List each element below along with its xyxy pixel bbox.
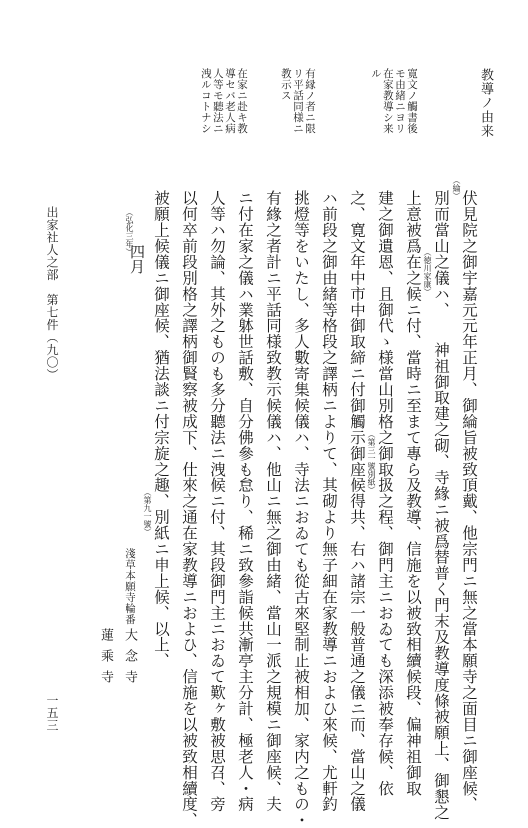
margin-note-line: モ由緒ニヨリ <box>393 68 406 134</box>
margin-note-3 <box>200 68 248 134</box>
page-header-title: 教導ノ由来 <box>478 68 493 138</box>
margin-note-line: リ平話同様ニ <box>291 68 304 134</box>
annotation-no-91: （第九一號） <box>143 488 152 536</box>
body-line-10: 人等ハ勿論、其外之ものも多分聽法ニ洩候ニ付、其段御門主ニおゐて歎ヶ敷被思召、旁 <box>208 190 226 813</box>
margin-note-line: 在家教導シ来 <box>381 68 394 134</box>
annotation-rinji: （綸） <box>452 176 461 200</box>
body-line-11: 以何卒前段別格之譯柄御賢察被成下、仕來之通在家教導ニおよひ、信施を以被致相續度、 <box>180 190 198 828</box>
body-line-3: 上意被爲在之候ニ付、當時ニ至まて專ら及教導、信施を以被致相續候段、偏神祖御取 <box>404 190 422 797</box>
date-era: （弘化三年） <box>125 208 134 256</box>
margin-note-2 <box>280 68 316 134</box>
annotation-appendix-31: （第三一號別紙） <box>367 430 376 494</box>
annotation-tokugawa: （徳川家康） <box>423 248 432 296</box>
margin-note-1 <box>370 68 418 134</box>
signatory-name-1: 大念寺 <box>122 628 137 691</box>
body-line-2: 別而當山之儀ハ、 神祖御取建之砌、寺緣ニ被爲替普く門末及教導度條被願上、御懇之 <box>432 190 450 821</box>
margin-note-line: 寛文ノ觸書後 <box>406 68 418 134</box>
body-line-7: 挑燈等をいたし、多人數寄集候儀ハ、寺法ニおゐても從古來堅制止被相加、家内之もの・ <box>292 190 310 828</box>
margin-note-line: 人等モ聽法ニ <box>211 68 224 134</box>
margin-note-line: 洩ルコトナシ <box>199 68 212 134</box>
body-line-5: 之、寛文年中市中御取締ニ付御觸示御座候得共、右ハ諸宗一般普通之儀ニ而、當山之儀 <box>348 190 366 813</box>
margin-note-line: 導セバ老人病 <box>223 68 236 134</box>
signatory-name-2: 蓮乘寺 <box>98 628 113 691</box>
margin-note-line: ル <box>369 68 382 79</box>
signatory-office: 淺草本願寺輪番 <box>124 548 136 625</box>
margin-note-line: 教示ス <box>279 68 292 101</box>
body-line-1: 伏見院之御宇嘉元元年正月、御綸旨被致頂戴、他宗門ニ無之當本願寺之面目ニ御座候、 <box>460 190 478 813</box>
margin-note-line: 在家ニ赴キ教 <box>236 68 248 134</box>
body-line-9: ニ付在家之儀ハ業躰世話敷、自分佛參も怠り、稀ニ致參詣候共漸亭主分計、極老人・病 <box>236 190 254 813</box>
body-line-6: ハ前段之御由緒等格段之譯柄ニよりて、其砌より無子細在家教導ニおよひ來候、尤軒釣 <box>320 190 338 813</box>
page-number: 一五三 <box>45 694 59 732</box>
date-month: 四月 <box>128 244 146 274</box>
footer-section-title: 出家社人之部 第七件（九〇） <box>45 206 59 381</box>
body-line-4: 建之御遺恩、且御代ゝ様當山別格之御取扱之程、御門主ニおゐても深添被奉存候、依 <box>376 190 394 797</box>
body-line-8: 有緣之者計ニ平話同様致教示候儀ハ、他山ニ無之御由緒、當山一派之規模ニ御座候、夫 <box>264 190 282 813</box>
body-line-12: 被願上候儀ニ御座候、猶法談ニ付宗旋之趣、別紙ニ申上候、以上、 <box>152 190 170 669</box>
margin-note-line: 有縁ノ者ニ限 <box>304 68 316 134</box>
